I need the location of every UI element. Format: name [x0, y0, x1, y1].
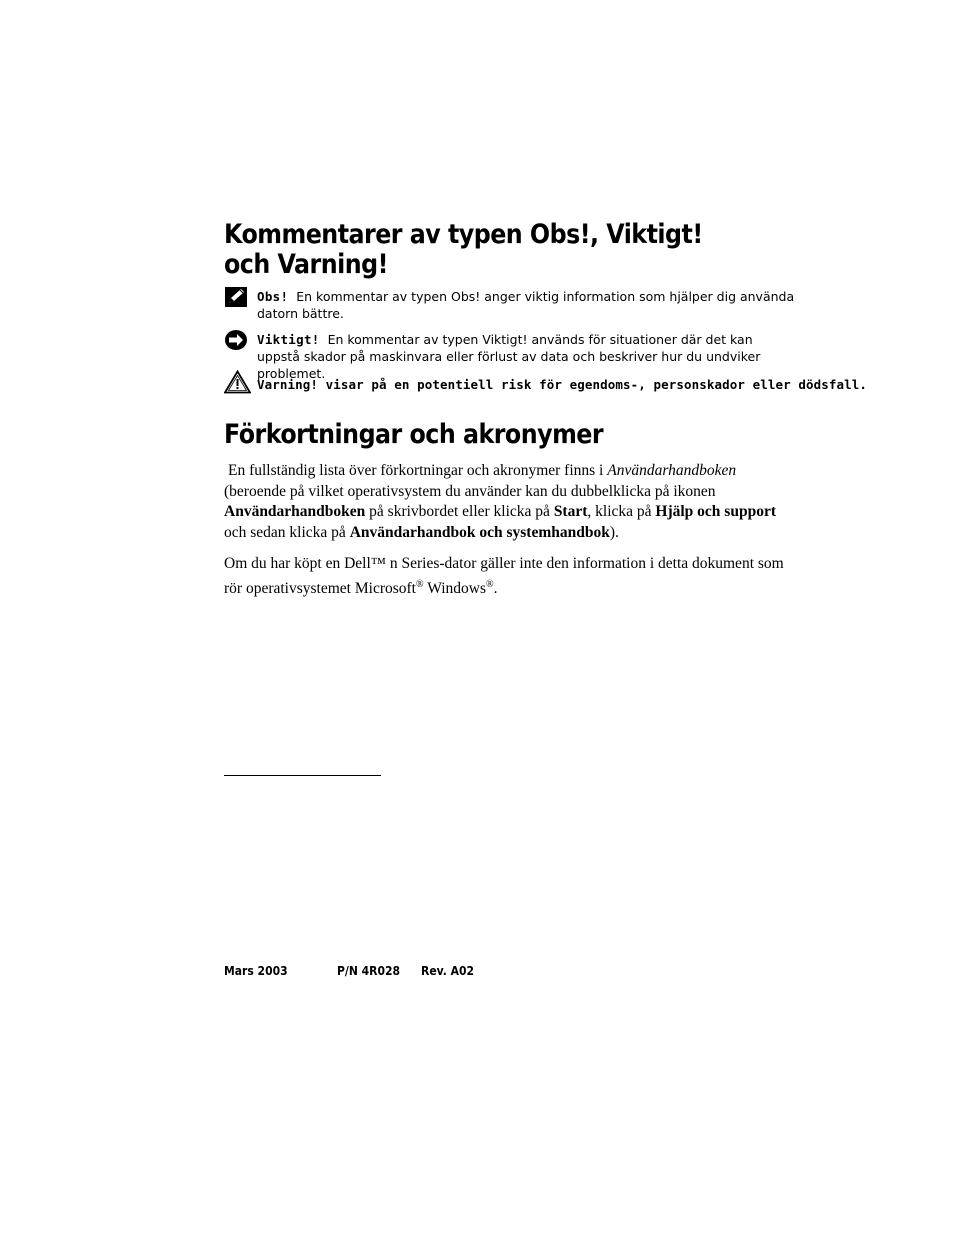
pencil-note-icon [224, 286, 250, 310]
p1-help-support-ref: Hjälp och support [655, 503, 776, 520]
p2-registered-mark-2: ® [485, 578, 494, 590]
p1-text-4: , klicka på [587, 503, 656, 520]
p1-user-guide-icon-ref: Användarhandboken [224, 503, 366, 520]
section-title-line1: Kommentarer av typen Obs!, Viktigt! [224, 219, 703, 250]
p1-text-3: på skrivbordet eller klicka på [365, 503, 554, 520]
p1-text-1: En fullständig lista över förkortningar och akronymer finns i [228, 462, 608, 479]
paragraph-dell-n-series [224, 554, 784, 599]
p2-text-1: Om du har köpt en Dell™ n Series-dator gäller inte den information i detta dokument som rör operativsystemet Microsoft [224, 555, 784, 597]
paragraph-abbreviations [224, 461, 789, 543]
warning-triangle-icon [224, 370, 250, 394]
p2-registered-mark-1: ® [415, 578, 424, 590]
section-title-line2: och Varning! [224, 249, 388, 280]
note-varning-text: Varning! visar på en potentiell risk för egendoms-, personskador eller dödsfall. [257, 377, 868, 392]
p1-text-2: (beroende på vilket operativsystem du använder kan du dubbelklicka på ikonen [224, 482, 716, 500]
footer-date: Mars 2003 [224, 964, 288, 978]
p1-user-guide-italic: Användarhandboken [607, 462, 737, 479]
p1-handbook-ref: Användarhandbok och systemhandbok [349, 523, 610, 541]
p1-start-ref: Start [553, 503, 588, 520]
footnote-divider [224, 775, 381, 776]
note-obs-label: Obs! [257, 289, 289, 304]
p2-text-2: Windows [423, 579, 486, 597]
note-obs-body: En kommentar av typen Obs! anger viktig information som hjälper dig använda datorn bättre. [257, 289, 795, 321]
note-viktigt-label: Viktigt! [257, 332, 320, 347]
p1-text-5: och sedan klicka på [224, 523, 350, 541]
note-viktigt-body: En kommentar av typen Viktigt! används för situationer där det kan uppstå skador på maskinvara eller förlust av data och beskriver hur du undviker problemet. [257, 332, 761, 381]
section-title-abbreviations: Förkortningar och akronymer [224, 419, 604, 450]
section-title-notes [224, 220, 703, 280]
notice-arrow-icon [224, 329, 250, 353]
p2-text-3: . [493, 579, 498, 597]
footer-revision: Rev. A02 [421, 964, 475, 978]
note-obs-text [257, 288, 797, 322]
p1-text-6: ). [609, 523, 619, 541]
footer-part-number: P/N 4R028 [337, 964, 401, 978]
note-viktigt-text [257, 331, 797, 382]
